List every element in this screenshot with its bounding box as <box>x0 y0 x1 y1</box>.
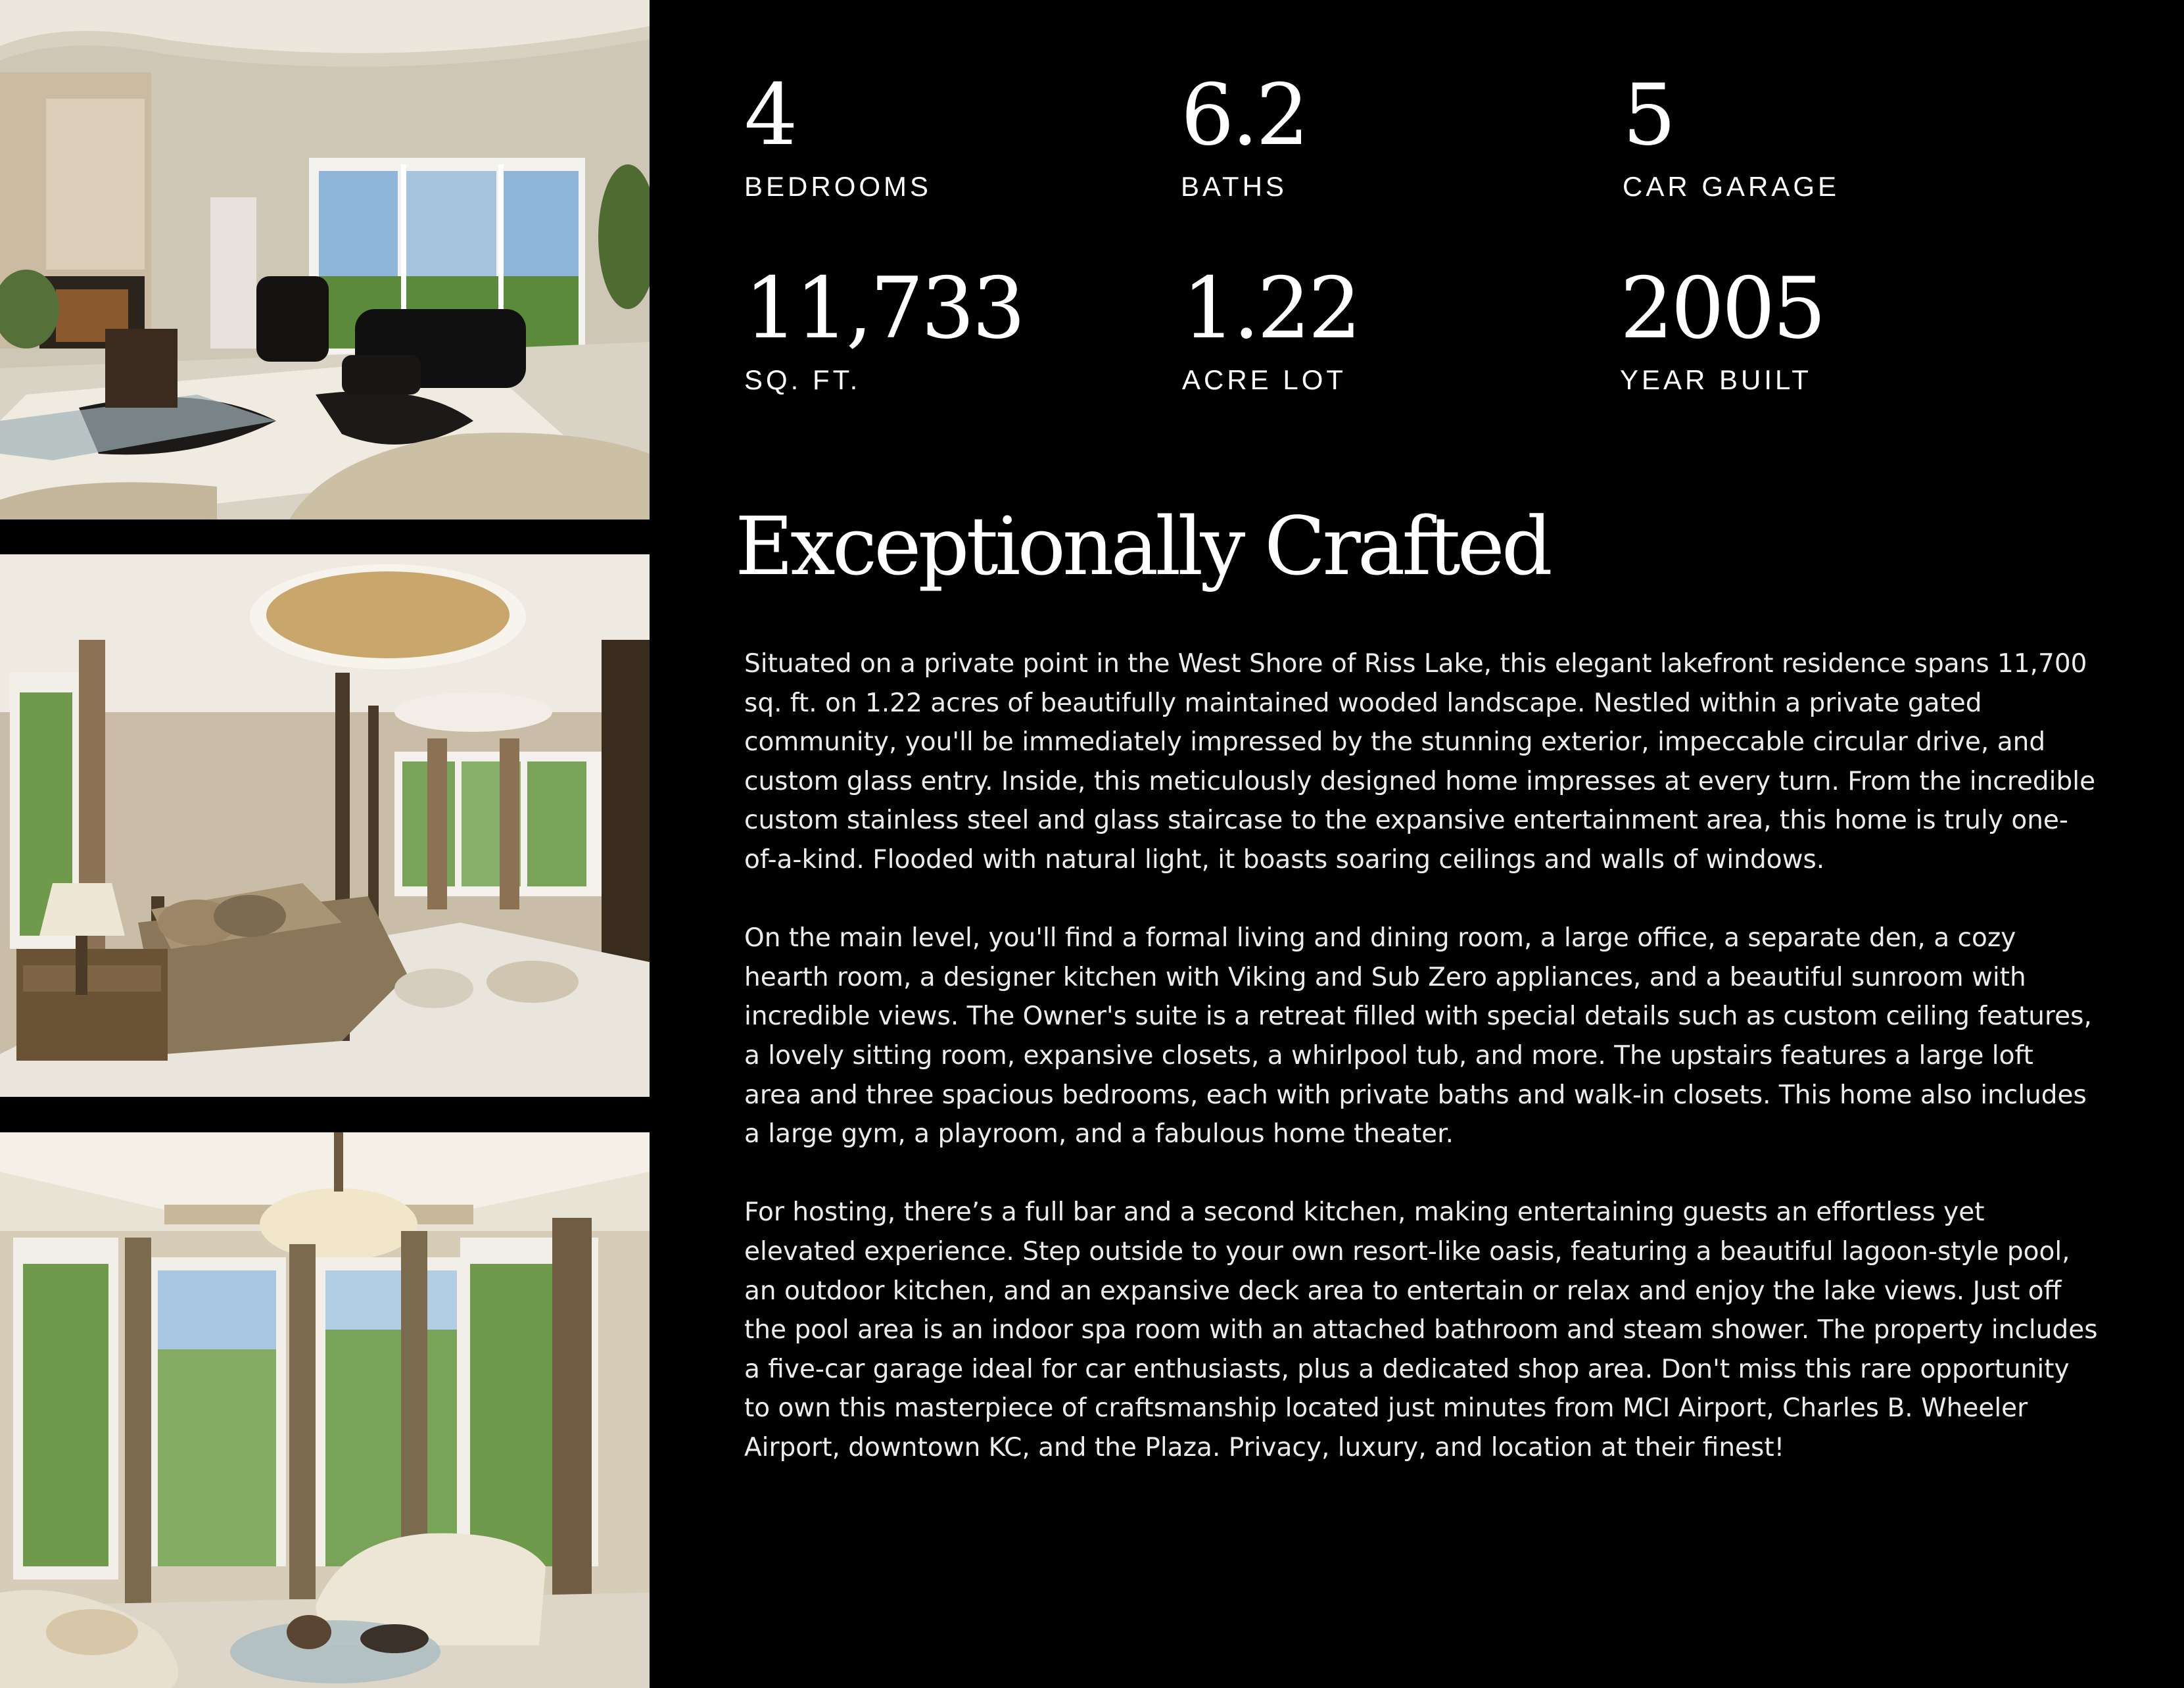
stat-value: 4 <box>744 66 795 164</box>
stat-garage <box>1623 66 1840 203</box>
stat-label: BEDROOMS <box>744 171 932 202</box>
stat-acre-lot <box>1182 260 1359 396</box>
stat-label: ACRE LOT <box>1182 364 1347 395</box>
description-paragraph: On the main level, you'll find a formal living and dining room, a large office, a separate den, a cozy hearth room, a designer kitchen with Viking and Sub Zero appliances, and a beautiful sunroom with incredible views. The Owner's suite is a retreat filled with special details such as custom ceiling features, a lovely sitting room, expansive closets, a whirlpool tub, and more. The upstairs features a large loft area and three spacious bedrooms, each with private baths and walk-in closets. This home also includes a large gym, a playroom, and a fabulous home theater. <box>744 923 2092 1149</box>
stat-year-built <box>1620 260 1824 396</box>
stat-baths <box>1181 66 1307 203</box>
sitting-room-photo <box>0 1132 650 1688</box>
master-bedroom-photo <box>0 554 650 1097</box>
stat-value: 1.22 <box>1182 260 1359 358</box>
stat-bedrooms <box>744 66 932 203</box>
stat-value: 5 <box>1623 66 1674 164</box>
stat-label: YEAR BUILT <box>1620 364 1812 395</box>
stat-label: BATHS <box>1181 171 1287 202</box>
description-paragraph: Situated on a private point in the West Shore of Riss Lake, this elegant lakefront residence spans 11,700 sq. ft. on 1.22 acres of beautifully maintained wooded landscape. Nestled within a private gated community, you'll be immediately impressed by the stunning exterior, impeccable circular drive, and custom glass entry. Inside, this meticulously designed home impresses at every turn. From the incredible custom stainless steel and glass staircase to the expansive entertainment area, this home is truly one-of-a-kind. Flooded with natural light, it boasts soaring ceilings and walls of windows. <box>744 649 2096 875</box>
stat-square-feet <box>744 260 1023 396</box>
living-room-photo <box>0 0 650 519</box>
stat-label: CAR GARAGE <box>1623 171 1840 202</box>
stat-value: 2005 <box>1620 260 1824 358</box>
stat-value: 6.2 <box>1181 66 1307 164</box>
stat-label: SQ. FT. <box>744 364 861 395</box>
headline: Exceptionally Crafted <box>735 500 1550 593</box>
stat-value: 11,733 <box>744 260 1023 358</box>
description-paragraph: For hosting, there’s a full bar and a second kitchen, making entertaining guests an effortless yet elevated experience. Step outside to your own resort-like oasis, featuring a beautiful lagoon-style pool, an outdoor kitchen, and an expansive deck area to entertain or relax and enjoy the lake views. Just off the pool area is an indoor spa room with an attached bathroom and steam shower. The property includes a five-car garage ideal for car enthusiasts, plus a dedicated shop area. Don't miss this rare opportunity to own this masterpiece of craftsmanship located just minutes from MCI Airport, Charles B. Wheeler Airport, downtown KC, and the Plaza. Privacy, luxury, and location at their finest! <box>744 1197 2098 1462</box>
property-description <box>744 644 2099 1507</box>
